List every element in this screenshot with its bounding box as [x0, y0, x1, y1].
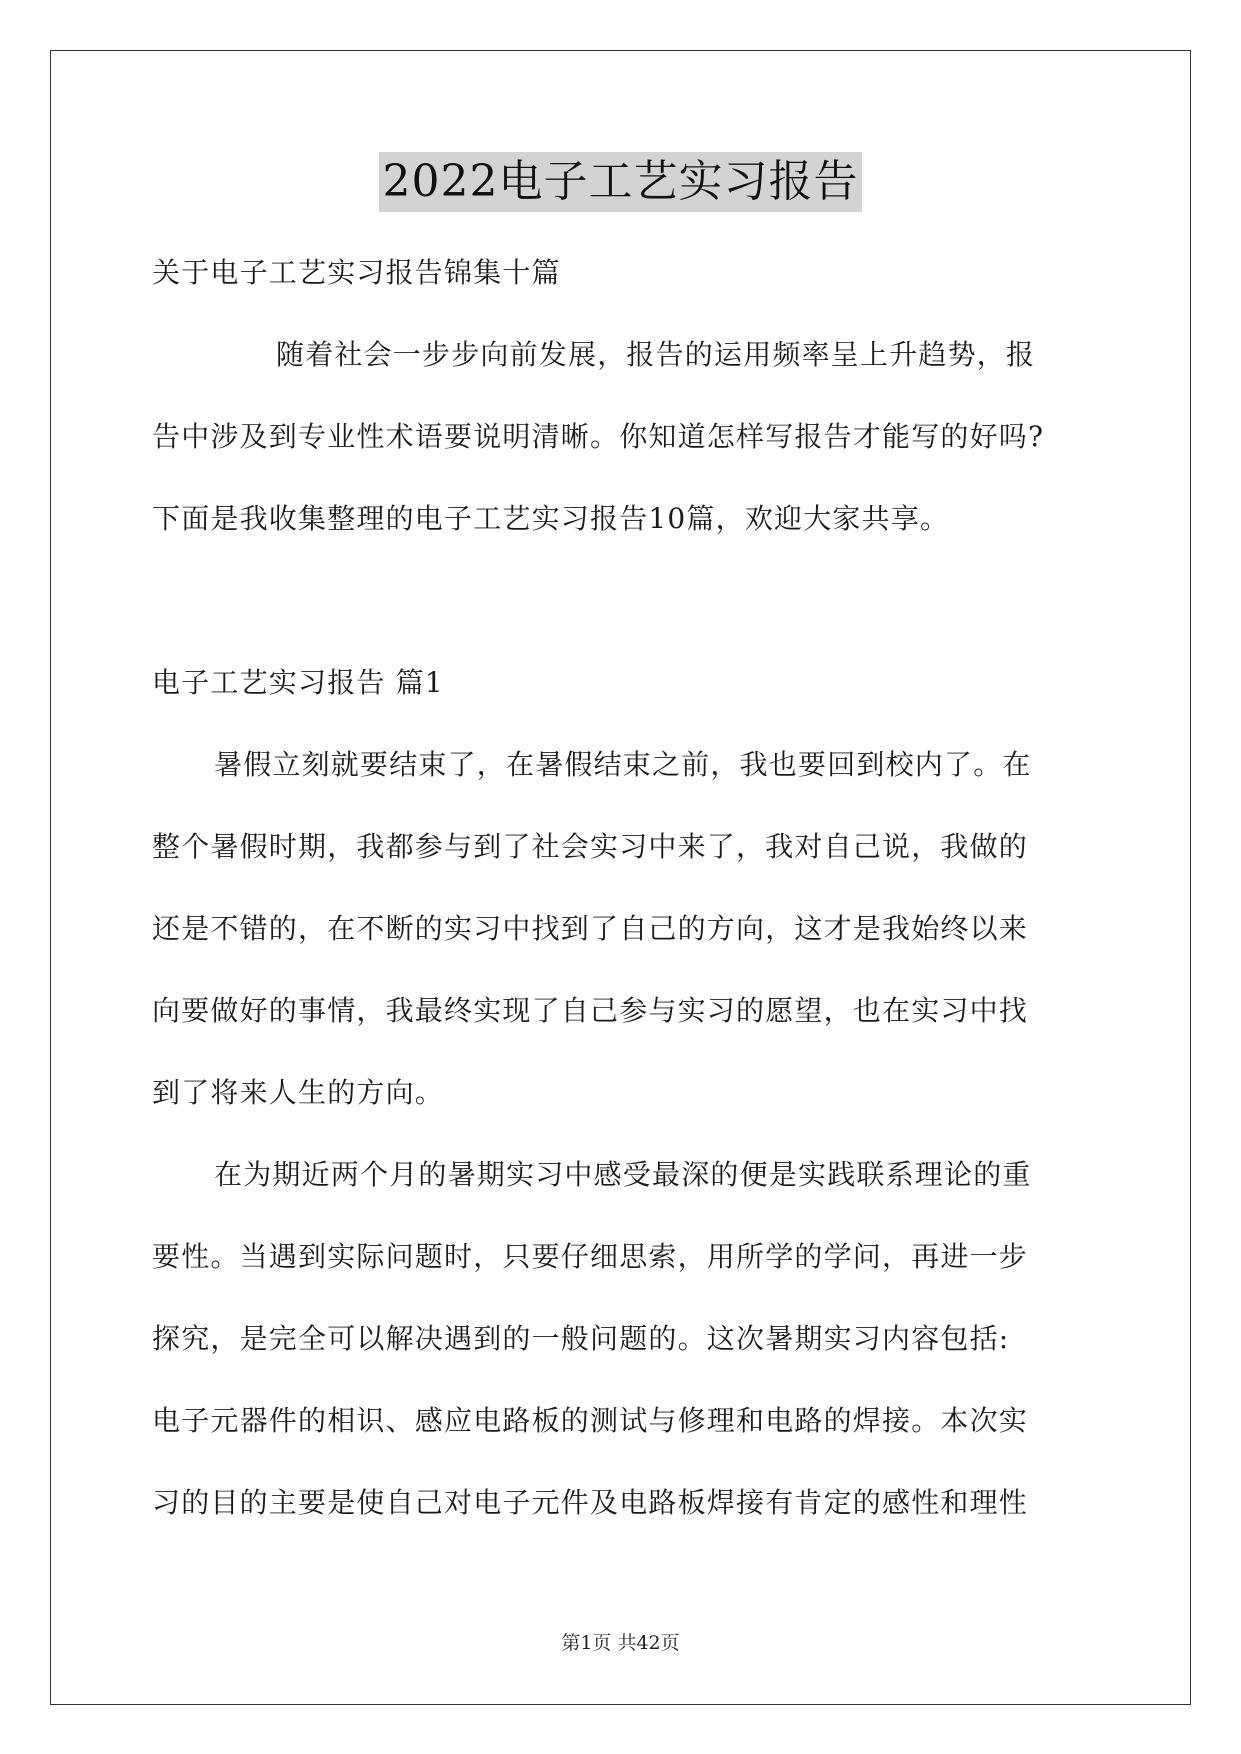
paragraph-line: 还是不错的，在不断的实习中找到了自己的方向，这才是我始终以来 — [152, 912, 1029, 945]
document-body — [152, 232, 1092, 1544]
paragraph-line: 整个暑假时期，我都参与到了社会实习中来了，我对自己说，我做的 — [152, 830, 1029, 863]
paragraph-line: 随着社会一步步向前发展，报告的运用频率呈上升趋势，报 — [276, 338, 1036, 371]
subtitle-line: 关于电子工艺实习报告锦集十篇 — [152, 256, 561, 289]
paragraph-line: 习的目的主要是使自己对电子元件及电路板焊接有肯定的感性和理性 — [152, 1486, 1029, 1519]
paragraph-line: 电子元器件的相识、感应电路板的测试与修理和电路的焊接。本次实 — [152, 1404, 1029, 1437]
paragraph-line: 下面是我收集整理的电子工艺实习报告10篇，欢迎大家共享。 — [152, 502, 950, 535]
paragraph-line: 探究，是完全可以解决遇到的一般问题的。这次暑期实习内容包括: — [152, 1322, 1010, 1355]
blank-line — [152, 560, 1092, 642]
section-heading: 电子工艺实习报告 篇1 — [152, 666, 444, 699]
title-container — [0, 152, 1241, 212]
page-number-footer: 第1页 共42页 — [561, 1632, 680, 1654]
paragraph-line: 到了将来人生的方向。 — [152, 1076, 445, 1109]
paragraph-line: 要性。当遇到实际问题时，只要仔细思索，用所学的学问，再进一步 — [152, 1240, 1029, 1273]
document-title: 2022电子工艺实习报告 — [379, 152, 863, 212]
paragraph-line: 向要做好的事情，我最终实现了自己参与实习的愿望，也在实习中找 — [152, 994, 1029, 1027]
paragraph-line: 告中涉及到专业性术语要说明清晰。你知道怎样写报告才能写的好吗? — [152, 420, 1045, 453]
paragraph-line: 暑假立刻就要结束了，在暑假结束之前，我也要回到校内了。在 — [214, 748, 1032, 781]
paragraph-line: 在为期近两个月的暑期实习中感受最深的便是实践联系理论的重 — [214, 1158, 1032, 1191]
